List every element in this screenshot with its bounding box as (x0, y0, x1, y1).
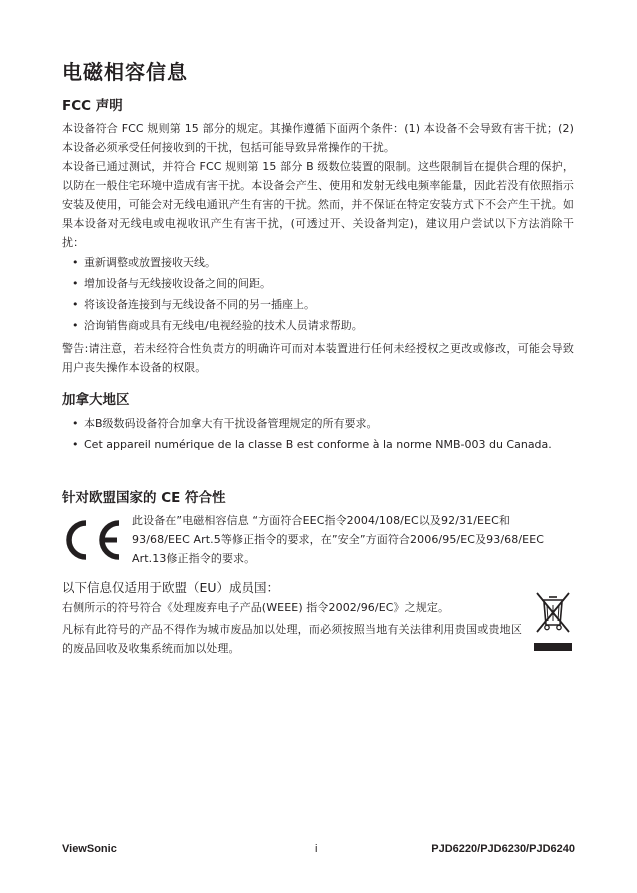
list-item: • 将该设备连接到与无线设备不同的另一插座上。 (62, 295, 574, 314)
list-item: • 重新调整或放置接收天线。 (62, 253, 574, 272)
list-item: • 增加设备与无线接收设备之间的间距。 (62, 274, 574, 293)
list-item: • Cet appareil numérique de la classe B est conforme à la norme NMB-003 du Canada. (62, 435, 562, 454)
fcc-heading: FCC 声明 (62, 98, 123, 114)
page-title: 电磁相容信息 (62, 60, 188, 84)
canada-heading: 加拿大地区 (62, 392, 130, 408)
list-item: • 本B级数码设备符合加拿大有干扰设备管理规定的所有要求。 (62, 414, 562, 433)
fcc-warning: 警告:请注意，若未经符合性负责方的明确许可而对本装置进行任何未经授权之更改或修改，可能会导致用户丧失操作本设备的权限。 (62, 342, 574, 374)
list-item: • 洽询销售商或具有无线电/电视经验的技术人员请求帮助。 (62, 316, 574, 335)
weee-heading: 以下信息仅适用于欧盟（EU）成员国： (62, 580, 280, 595)
fcc-bullet-list (62, 253, 574, 335)
weee-line-1: 右侧所示的符号符合《处理废弃电子产品(WEEE) 指令2002/96/EC》之规定。 (62, 601, 450, 614)
ce-mark-icon (62, 517, 124, 563)
footer-brand: ViewSonic (62, 843, 117, 855)
ce-text: 此设备在”电磁相容信息 “方面符合EEC指令2004/108/EC以及92/31/EEC和93/68/EEC Art.5等修正指令的要求，在”安全”方面符合2006/95/EC及93/68/EEC Art.13修正指令的要求。 (132, 514, 545, 565)
canada-bullet-list (62, 414, 562, 454)
fcc-paragraph-2: 本设备已通过测试，并符合 FCC 规则第 15 部分 B 级数位装置的限制。这些限制旨在提供合理的保护，以防在一般住宅环境中造成有害干扰。本设备会产生、使用和发射无线电频率能量，因此若没有依照指示安装及使用，可能会对无线电通讯产生有害的干扰。然而，并不保证在特定安装方式下不会产生干扰。如果本设备对无线电或电视收讯产生有害干扰，(可透过开、关设备判定)，建议用户尝试以下方法消除干扰： (62, 160, 574, 249)
footer-model: PJD6220/PJD6230/PJD6240 (431, 843, 575, 855)
ce-heading: 针对欧盟国家的 CE 符合性 (62, 490, 226, 506)
weee-paragraph: 凡标有此符号的产品不得作为城市废品加以处理，而必须按照当地有关法律利用贵国或贵地区的废品回收及收集系统而加以处理。 (62, 623, 522, 655)
crossed-out-wheelie-bin-icon (533, 590, 573, 654)
footer-page-number: i (315, 843, 318, 855)
fcc-paragraph-1: 本设备符合 FCC 规则第 15 部分的规定。其操作遵循下面两个条件：(1) 本设备不会导致有害干扰；(2) 本设备必须承受任何接收到的干扰，包括可能导致异常操作的干扰。 (62, 122, 574, 154)
